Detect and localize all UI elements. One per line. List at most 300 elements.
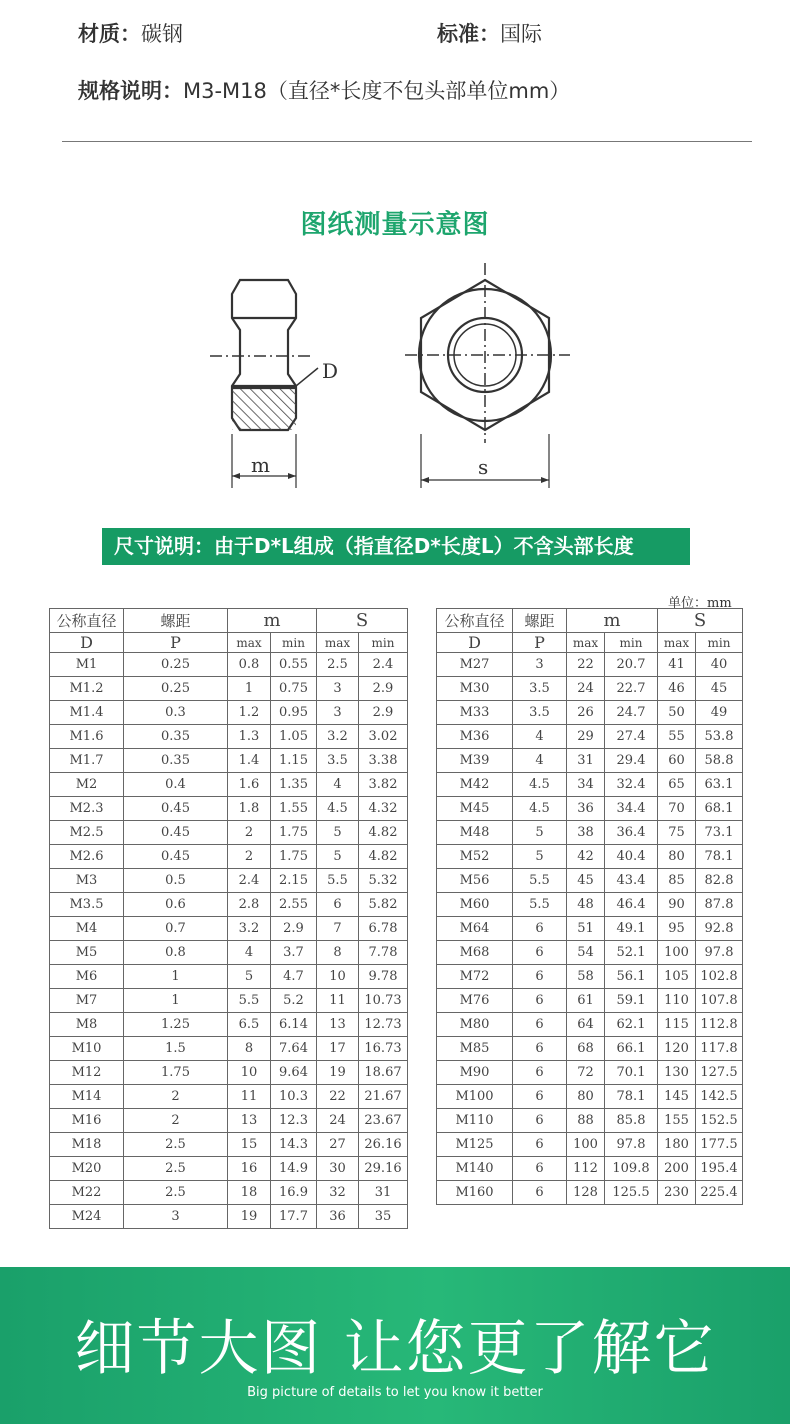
table-row — [437, 797, 743, 821]
cell-m-min: 1.75 — [271, 821, 317, 845]
spec-label: 规格说明： — [78, 79, 183, 103]
cell-m-min: 1.35 — [271, 773, 317, 797]
cell-s-max: 6 — [317, 893, 359, 917]
detail-banner — [0, 1267, 790, 1424]
cell-m-max: 29 — [567, 725, 605, 749]
cell-m-max: 0.8 — [228, 653, 271, 677]
cell-m-max: 6.5 — [228, 1013, 271, 1037]
cell-m-min: 27.4 — [605, 725, 658, 749]
table-row — [437, 653, 743, 677]
cell-pitch: 6 — [513, 1037, 567, 1061]
cell-s-min: 40 — [696, 653, 743, 677]
header-pitch: 螺距 — [124, 609, 228, 633]
table-row — [437, 1085, 743, 1109]
cell-s-min: 29.16 — [359, 1157, 408, 1181]
cell-s-max: 60 — [658, 749, 696, 773]
table-row — [437, 1133, 743, 1157]
cell-s-min: 225.4 — [696, 1181, 743, 1205]
size-spec — [78, 75, 570, 105]
cell-m-min: 66.1 — [605, 1037, 658, 1061]
cell-s-max: 55 — [658, 725, 696, 749]
header-s: S — [317, 609, 408, 633]
cell-s-min: 16.73 — [359, 1037, 408, 1061]
cell-nominal: M3.5 — [50, 893, 124, 917]
cell-s-max: 41 — [658, 653, 696, 677]
table-row — [437, 989, 743, 1013]
cell-s-max: 5.5 — [317, 869, 359, 893]
cell-s-max: 230 — [658, 1181, 696, 1205]
cell-s-min: 177.5 — [696, 1133, 743, 1157]
cell-s-min: 31 — [359, 1181, 408, 1205]
cell-s-max: 5 — [317, 845, 359, 869]
cell-pitch: 0.45 — [124, 797, 228, 821]
cell-m-min: 14.9 — [271, 1157, 317, 1181]
material-spec — [78, 18, 183, 48]
cell-s-max: 4.5 — [317, 797, 359, 821]
cell-nominal: M2.6 — [50, 845, 124, 869]
cell-s-min: 97.8 — [696, 941, 743, 965]
cell-pitch: 6 — [513, 1181, 567, 1205]
table-row — [50, 869, 408, 893]
cell-m-max: 1 — [228, 677, 271, 701]
table-row — [437, 701, 743, 725]
table-row — [50, 1061, 408, 1085]
cell-m-max: 58 — [567, 965, 605, 989]
cell-m-min: 56.1 — [605, 965, 658, 989]
label-m: m — [251, 453, 270, 477]
cell-pitch: 0.6 — [124, 893, 228, 917]
table-row — [50, 1133, 408, 1157]
cell-s-max: 115 — [658, 1013, 696, 1037]
cell-s-max: 7 — [317, 917, 359, 941]
cell-nominal: M160 — [437, 1181, 513, 1205]
table-row — [437, 1013, 743, 1037]
table-row — [437, 677, 743, 701]
cell-m-min: 2.15 — [271, 869, 317, 893]
banner-title: 细节大图 让您更了解它 — [74, 1314, 716, 1384]
table-row — [50, 821, 408, 845]
cell-s-max: 145 — [658, 1085, 696, 1109]
cell-m-max: 31 — [567, 749, 605, 773]
cell-m-max: 36 — [567, 797, 605, 821]
cell-s-min: 152.5 — [696, 1109, 743, 1133]
cell-pitch: 5 — [513, 845, 567, 869]
cell-s-min: 53.8 — [696, 725, 743, 749]
cell-nominal: M39 — [437, 749, 513, 773]
table-row — [50, 1037, 408, 1061]
cell-pitch: 0.8 — [124, 941, 228, 965]
cell-pitch: 0.25 — [124, 677, 228, 701]
cell-nominal: M52 — [437, 845, 513, 869]
table-row — [50, 1109, 408, 1133]
cell-m-min: 0.95 — [271, 701, 317, 725]
cell-m-max: 2 — [228, 821, 271, 845]
cell-s-min: 87.8 — [696, 893, 743, 917]
cell-pitch: 3 — [513, 653, 567, 677]
cell-pitch: 6 — [513, 1133, 567, 1157]
spec-table-right — [436, 608, 743, 1205]
cell-s-min: 107.8 — [696, 989, 743, 1013]
cell-s-max: 105 — [658, 965, 696, 989]
cell-m-min: 4.7 — [271, 965, 317, 989]
cell-s-min: 3.38 — [359, 749, 408, 773]
header-nominal-symbol: D — [50, 633, 124, 653]
table-row — [50, 653, 408, 677]
cell-m-max: 112 — [567, 1157, 605, 1181]
cell-s-min: 68.1 — [696, 797, 743, 821]
cell-s-min: 2.9 — [359, 677, 408, 701]
cell-m-min: 20.7 — [605, 653, 658, 677]
cell-m-max: 61 — [567, 989, 605, 1013]
cell-m-max: 54 — [567, 941, 605, 965]
cell-s-min: 10.73 — [359, 989, 408, 1013]
cell-m-max: 2.4 — [228, 869, 271, 893]
cell-m-min: 70.1 — [605, 1061, 658, 1085]
cell-pitch: 6 — [513, 1157, 567, 1181]
cell-s-min: 3.02 — [359, 725, 408, 749]
cell-s-min: 7.78 — [359, 941, 408, 965]
header-pitch: 螺距 — [513, 609, 567, 633]
cell-nominal: M42 — [437, 773, 513, 797]
cell-pitch: 2.5 — [124, 1133, 228, 1157]
cell-nominal: M56 — [437, 869, 513, 893]
cell-s-max: 3.5 — [317, 749, 359, 773]
cell-s-min: 3.82 — [359, 773, 408, 797]
table-row — [50, 773, 408, 797]
unit-label: 单位：mm — [668, 596, 732, 611]
cell-m-max: 128 — [567, 1181, 605, 1205]
cell-m-max: 51 — [567, 917, 605, 941]
cell-s-min: 9.78 — [359, 965, 408, 989]
cell-s-max: 13 — [317, 1013, 359, 1037]
cell-nominal: M48 — [437, 821, 513, 845]
cell-m-min: 29.4 — [605, 749, 658, 773]
material-value: 碳钢 — [141, 22, 183, 46]
table-row — [437, 1157, 743, 1181]
cell-nominal: M2.5 — [50, 821, 124, 845]
cell-m-min: 24.7 — [605, 701, 658, 725]
cell-nominal: M1.6 — [50, 725, 124, 749]
cell-nominal: M110 — [437, 1109, 513, 1133]
cell-pitch: 1 — [124, 965, 228, 989]
cell-nominal: M60 — [437, 893, 513, 917]
label-d: D — [322, 359, 339, 383]
cell-m-min: 52.1 — [605, 941, 658, 965]
cell-s-max: 110 — [658, 989, 696, 1013]
cell-nominal: M45 — [437, 797, 513, 821]
drawing-title: 图纸测量示意图 — [300, 210, 490, 240]
cell-s-max: 4 — [317, 773, 359, 797]
cell-pitch: 1.75 — [124, 1061, 228, 1085]
cell-m-min: 46.4 — [605, 893, 658, 917]
cell-s-min: 4.82 — [359, 845, 408, 869]
cell-s-max: 2.5 — [317, 653, 359, 677]
cell-m-min: 36.4 — [605, 821, 658, 845]
table-row — [50, 701, 408, 725]
table-row — [437, 1061, 743, 1085]
cell-s-min: 127.5 — [696, 1061, 743, 1085]
cell-m-max: 64 — [567, 1013, 605, 1037]
cell-nominal: M12 — [50, 1061, 124, 1085]
cell-m-min: 97.8 — [605, 1133, 658, 1157]
table-row — [437, 1037, 743, 1061]
cell-s-min: 2.4 — [359, 653, 408, 677]
cell-pitch: 1.25 — [124, 1013, 228, 1037]
cell-pitch: 0.25 — [124, 653, 228, 677]
cell-s-min: 4.32 — [359, 797, 408, 821]
cell-m-max: 42 — [567, 845, 605, 869]
cell-m-max: 38 — [567, 821, 605, 845]
cell-m-min: 59.1 — [605, 989, 658, 1013]
header-pitch-symbol: P — [124, 633, 228, 653]
cell-nominal: M33 — [437, 701, 513, 725]
cell-m-min: 34.4 — [605, 797, 658, 821]
cell-pitch: 0.35 — [124, 749, 228, 773]
cell-m-max: 45 — [567, 869, 605, 893]
cell-s-max: 65 — [658, 773, 696, 797]
cell-s-min: 2.9 — [359, 701, 408, 725]
cell-s-min: 82.8 — [696, 869, 743, 893]
header-s-max: max — [658, 633, 696, 653]
cell-nominal: M36 — [437, 725, 513, 749]
cell-s-max: 120 — [658, 1037, 696, 1061]
cell-s-min: 78.1 — [696, 845, 743, 869]
cell-pitch: 6 — [513, 989, 567, 1013]
cell-s-max: 17 — [317, 1037, 359, 1061]
cell-nominal: M30 — [437, 677, 513, 701]
cell-m-min: 7.64 — [271, 1037, 317, 1061]
cell-s-max: 80 — [658, 845, 696, 869]
cell-m-min: 40.4 — [605, 845, 658, 869]
cell-m-min: 5.2 — [271, 989, 317, 1013]
hex-nut-drawing — [0, 258, 790, 498]
cell-s-min: 73.1 — [696, 821, 743, 845]
cell-m-max: 80 — [567, 1085, 605, 1109]
cell-m-min: 109.8 — [605, 1157, 658, 1181]
table-row — [50, 1205, 408, 1229]
cell-m-min: 2.55 — [271, 893, 317, 917]
cell-pitch: 1.5 — [124, 1037, 228, 1061]
cell-s-min: 4.82 — [359, 821, 408, 845]
material-label: 材质： — [78, 22, 141, 46]
cell-s-max: 24 — [317, 1109, 359, 1133]
cell-m-max: 1.4 — [228, 749, 271, 773]
cell-m-min: 49.1 — [605, 917, 658, 941]
cell-m-max: 5 — [228, 965, 271, 989]
cell-s-max: 200 — [658, 1157, 696, 1181]
spec-table-left — [49, 608, 408, 1229]
cell-pitch: 0.7 — [124, 917, 228, 941]
table-row — [50, 725, 408, 749]
cell-pitch: 2 — [124, 1085, 228, 1109]
cell-m-max: 1.8 — [228, 797, 271, 821]
cell-m-max: 5.5 — [228, 989, 271, 1013]
table-row — [437, 941, 743, 965]
table-row — [437, 1181, 743, 1205]
header-s: S — [658, 609, 743, 633]
cell-nominal: M7 — [50, 989, 124, 1013]
cell-s-max: 30 — [317, 1157, 359, 1181]
cell-s-max: 22 — [317, 1085, 359, 1109]
cell-m-min: 2.9 — [271, 917, 317, 941]
header-pitch-symbol: P — [513, 633, 567, 653]
cell-m-max: 100 — [567, 1133, 605, 1157]
cell-m-min: 1.15 — [271, 749, 317, 773]
table-row — [437, 965, 743, 989]
cell-s-min: 92.8 — [696, 917, 743, 941]
table-row — [50, 1085, 408, 1109]
cell-s-max: 10 — [317, 965, 359, 989]
cell-s-min: 58.8 — [696, 749, 743, 773]
cell-s-min: 12.73 — [359, 1013, 408, 1037]
cell-m-max: 3.2 — [228, 917, 271, 941]
table-row — [437, 1109, 743, 1133]
cell-nominal: M1.4 — [50, 701, 124, 725]
header-nominal-symbol: D — [437, 633, 513, 653]
cell-nominal: M22 — [50, 1181, 124, 1205]
header-m-min: min — [271, 633, 317, 653]
cell-s-min: 6.78 — [359, 917, 408, 941]
cell-s-max: 70 — [658, 797, 696, 821]
dimension-note: 尺寸说明：由于D*L组成（指直径D*长度L）不含头部长度 — [102, 528, 690, 565]
cell-pitch: 2.5 — [124, 1157, 228, 1181]
cell-s-max: 130 — [658, 1061, 696, 1085]
cell-pitch: 0.5 — [124, 869, 228, 893]
cell-nominal: M18 — [50, 1133, 124, 1157]
header-nominal: 公称直径 — [50, 609, 124, 633]
cell-m-max: 1.3 — [228, 725, 271, 749]
header-m: m — [228, 609, 317, 633]
cell-m-min: 12.3 — [271, 1109, 317, 1133]
cell-m-min: 32.4 — [605, 773, 658, 797]
cell-pitch: 1 — [124, 989, 228, 1013]
cell-pitch: 6 — [513, 1061, 567, 1085]
cell-nominal: M2 — [50, 773, 124, 797]
table-row — [50, 1013, 408, 1037]
cell-m-max: 11 — [228, 1085, 271, 1109]
table-row — [437, 845, 743, 869]
cell-s-max: 90 — [658, 893, 696, 917]
cell-pitch: 4.5 — [513, 773, 567, 797]
header-m: m — [567, 609, 658, 633]
cell-pitch: 0.45 — [124, 845, 228, 869]
cell-nominal: M6 — [50, 965, 124, 989]
cell-s-min: 35 — [359, 1205, 408, 1229]
cell-m-min: 22.7 — [605, 677, 658, 701]
cell-nominal: M100 — [437, 1085, 513, 1109]
cell-pitch: 4.5 — [513, 797, 567, 821]
cell-s-max: 3 — [317, 701, 359, 725]
cell-m-min: 14.3 — [271, 1133, 317, 1157]
cell-m-min: 78.1 — [605, 1085, 658, 1109]
cell-s-min: 102.8 — [696, 965, 743, 989]
cell-pitch: 3.5 — [513, 701, 567, 725]
cell-m-max: 88 — [567, 1109, 605, 1133]
cell-s-max: 95 — [658, 917, 696, 941]
cell-nominal: M1.7 — [50, 749, 124, 773]
cell-m-max: 18 — [228, 1181, 271, 1205]
cell-s-min: 5.82 — [359, 893, 408, 917]
cell-nominal: M90 — [437, 1061, 513, 1085]
cell-s-min: 63.1 — [696, 773, 743, 797]
cell-nominal: M14 — [50, 1085, 124, 1109]
table-row — [437, 749, 743, 773]
cell-pitch: 3 — [124, 1205, 228, 1229]
divider — [62, 141, 752, 142]
cell-m-max: 16 — [228, 1157, 271, 1181]
table-row — [50, 1181, 408, 1205]
cell-m-min: 1.75 — [271, 845, 317, 869]
cell-m-max: 2.8 — [228, 893, 271, 917]
cell-m-max: 26 — [567, 701, 605, 725]
table-row — [50, 749, 408, 773]
cell-nominal: M4 — [50, 917, 124, 941]
cell-s-max: 100 — [658, 941, 696, 965]
header-nominal: 公称直径 — [437, 609, 513, 633]
cell-m-max: 68 — [567, 1037, 605, 1061]
table-row — [50, 917, 408, 941]
cell-m-min: 125.5 — [605, 1181, 658, 1205]
cell-s-max: 11 — [317, 989, 359, 1013]
cell-s-max: 180 — [658, 1133, 696, 1157]
cell-s-min: 18.67 — [359, 1061, 408, 1085]
cell-s-max: 8 — [317, 941, 359, 965]
cell-m-min: 43.4 — [605, 869, 658, 893]
cell-s-max: 5 — [317, 821, 359, 845]
cell-pitch: 2 — [124, 1109, 228, 1133]
cell-nominal: M80 — [437, 1013, 513, 1037]
cell-pitch: 6 — [513, 965, 567, 989]
cell-pitch: 0.45 — [124, 821, 228, 845]
cell-pitch: 5.5 — [513, 893, 567, 917]
table-row — [437, 869, 743, 893]
cell-m-min: 16.9 — [271, 1181, 317, 1205]
cell-s-max: 19 — [317, 1061, 359, 1085]
cell-pitch: 0.4 — [124, 773, 228, 797]
cell-nominal: M1.2 — [50, 677, 124, 701]
cell-nominal: M3 — [50, 869, 124, 893]
cell-s-min: 49 — [696, 701, 743, 725]
cell-m-max: 34 — [567, 773, 605, 797]
cell-pitch: 0.3 — [124, 701, 228, 725]
cell-nominal: M68 — [437, 941, 513, 965]
banner-subtitle: Big picture of details to let you know it better — [247, 1385, 543, 1400]
standard-value: 国际 — [500, 22, 542, 46]
cell-s-max: 50 — [658, 701, 696, 725]
table-row — [50, 797, 408, 821]
table-row — [437, 725, 743, 749]
table-row — [50, 893, 408, 917]
cell-s-min: 45 — [696, 677, 743, 701]
table-row — [50, 941, 408, 965]
cell-m-max: 22 — [567, 653, 605, 677]
cell-s-max: 75 — [658, 821, 696, 845]
table-row — [437, 773, 743, 797]
cell-s-max: 32 — [317, 1181, 359, 1205]
table-row — [437, 917, 743, 941]
table-row — [437, 821, 743, 845]
cell-pitch: 5.5 — [513, 869, 567, 893]
cell-s-max: 85 — [658, 869, 696, 893]
cell-pitch: 6 — [513, 1085, 567, 1109]
cell-m-min: 1.05 — [271, 725, 317, 749]
header-m-max: max — [567, 633, 605, 653]
cell-nominal: M1 — [50, 653, 124, 677]
cell-nominal: M24 — [50, 1205, 124, 1229]
cell-nominal: M10 — [50, 1037, 124, 1061]
cell-pitch: 2.5 — [124, 1181, 228, 1205]
cell-pitch: 0.35 — [124, 725, 228, 749]
